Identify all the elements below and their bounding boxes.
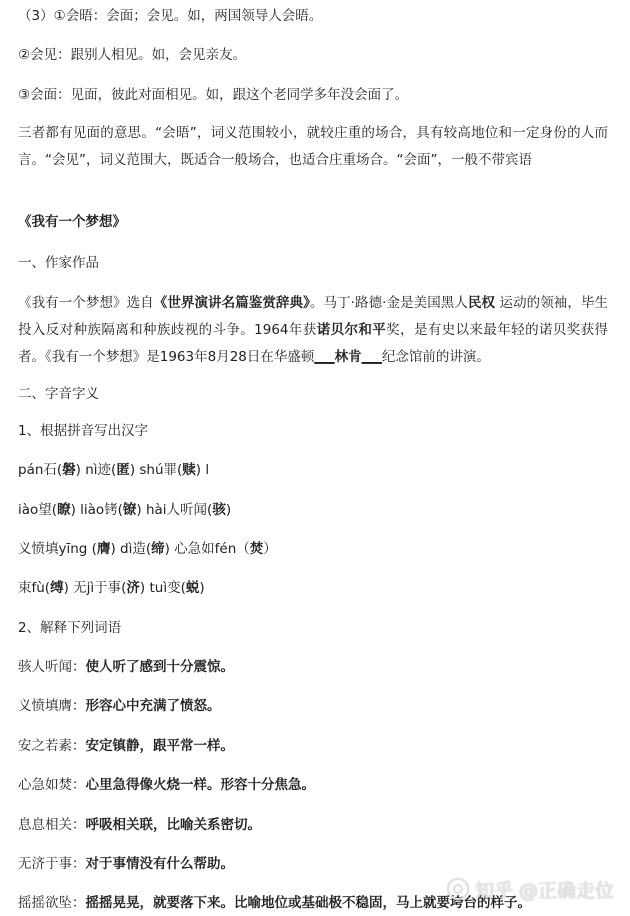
pinyin-text: ): [199, 580, 205, 596]
pinyin-line-2: [18, 500, 616, 520]
pinyin-text: pán石(: [18, 462, 63, 478]
answer-char: 瞭: [57, 502, 71, 518]
answer-char: 济: [126, 580, 140, 596]
answer-char: 缔: [151, 541, 165, 557]
author-prize: 诺贝尔和平: [316, 322, 387, 338]
pinyin-text: ) shú罪(: [129, 462, 183, 478]
definition-term: 无济于事：: [18, 856, 86, 872]
pinyin-text: iào望(: [18, 502, 58, 518]
pinyin-line-4: [18, 578, 616, 598]
definition-item: [18, 696, 616, 716]
zhihu-user-icon: [447, 878, 469, 900]
heading-author-works: 一、作家作品: [18, 255, 99, 271]
definition-term: 义愤填膺：: [18, 698, 86, 714]
author-keyword: 民权: [467, 295, 496, 311]
definition-text: 安定镇静，跟平常一样。: [85, 738, 234, 754]
answer-char: 镣: [122, 502, 137, 518]
definition-text: 使人听了感到十分震惊。: [85, 659, 234, 675]
pinyin-text: ) hài人听闻(: [136, 502, 213, 518]
answer-char: 焚: [249, 541, 264, 557]
definition-item: [18, 854, 616, 874]
pinyin-text: ) tuì变(: [139, 580, 186, 596]
watermark: [447, 874, 614, 904]
answer-char: 蜕: [185, 580, 200, 596]
pinyin-text: ): [225, 502, 232, 518]
pinyin-text: 束fù(: [18, 580, 51, 596]
paragraph-author: [18, 290, 608, 372]
pinyin-text: ) dì造(: [110, 541, 152, 557]
definition-item: [18, 775, 616, 795]
section-title: 《我有一个梦想》: [18, 214, 126, 230]
subheading-write-characters: 1、根据拼音写出汉字: [18, 423, 149, 439]
definition-item: [18, 657, 616, 677]
definition-text: 呼吸相关联，比喻关系密切。: [85, 817, 261, 833]
author-source: 《世界演讲名篇鉴赏辞典》: [153, 295, 310, 311]
answer-char: 匿: [116, 462, 130, 478]
definition-text: 心里急得像火烧一样。形容十分焦急。: [85, 777, 315, 793]
pinyin-line-1: [18, 460, 616, 480]
pinyin-text: ) liào铐(: [70, 502, 123, 518]
pinyin-text: 义愤填yīng (: [18, 541, 97, 557]
definition-item: [18, 736, 616, 756]
definition-text: 对于事情没有什么帮助。: [85, 856, 234, 872]
pinyin-text: ) 心急如fén（: [164, 541, 250, 557]
text-line-huijian: ②会见：跟别人相见。如，会见亲友。: [18, 47, 247, 63]
answer-char: 膺: [96, 541, 111, 557]
subheading-explain-terms: 2、解释下列词语: [18, 620, 122, 636]
author-text: 运动的领袖，毕生投入反对种族隔离和种族歧视的斗争。1964年获: [18, 295, 608, 338]
answer-char: 缚: [50, 580, 64, 596]
definition-term: 息息相关：: [18, 817, 86, 833]
author-text: 《我有一个梦想》选自: [18, 295, 154, 311]
paragraph-comparison: 三者都有见面的意思。“会晤”，词义范围较小，就较庄重的场合，具有较高地位和一定身份的人而言。“会见”，词义范围大，既适合一般场合，也适合庄重场合。“会面”，一般不带宾语: [18, 125, 608, 168]
blank-line: ___: [361, 349, 382, 365]
heading-pronunciation: 二、字音字义: [18, 386, 99, 402]
answer-char: 骇: [212, 502, 226, 518]
definition-item: [18, 815, 616, 835]
blank-line: ___: [314, 349, 335, 365]
definition-term: 摇摇欲坠：: [18, 895, 86, 911]
answer-char: 磐: [62, 462, 76, 478]
definition-term: 心急如焚：: [18, 777, 86, 793]
author-place: 林肯: [334, 349, 362, 365]
pinyin-text: ) nì迹(: [75, 462, 117, 478]
watermark-text: 知乎 @正确走位: [474, 879, 614, 902]
text-line-huimian: ③会面：见面，彼此对面相见。如，跟这个老同学多年没会面了。: [18, 87, 409, 103]
pinyin-text: ) l: [195, 462, 210, 478]
author-text: 纪念馆前的讲演。: [381, 349, 490, 365]
pinyin-line-3: [18, 539, 616, 559]
definition-text: 形容心中充满了愤怒。: [85, 698, 221, 714]
definition-term: 骇人听闻：: [18, 659, 86, 675]
definition-text: 摇摇晃晃，就要落下来。比喻地位或基础极不稳固，马上就要垮台的样子。: [85, 895, 531, 911]
author-text: 奖，是有史以来最年轻的诺贝奖获得者。《我有一个梦想》是1963年8月28日在华盛顿: [18, 322, 608, 365]
author-text: 。马丁·路德·金是美国黑人: [309, 295, 468, 311]
text-line-huiwu: （3）①会晤：会面；会见。如，两国领导人会晤。: [18, 8, 323, 24]
definition-term: 安之若素：: [18, 738, 86, 754]
pinyin-text: ）: [263, 541, 277, 557]
answer-char: 赎: [182, 462, 196, 478]
pinyin-text: ) 无jì于事(: [63, 580, 127, 596]
